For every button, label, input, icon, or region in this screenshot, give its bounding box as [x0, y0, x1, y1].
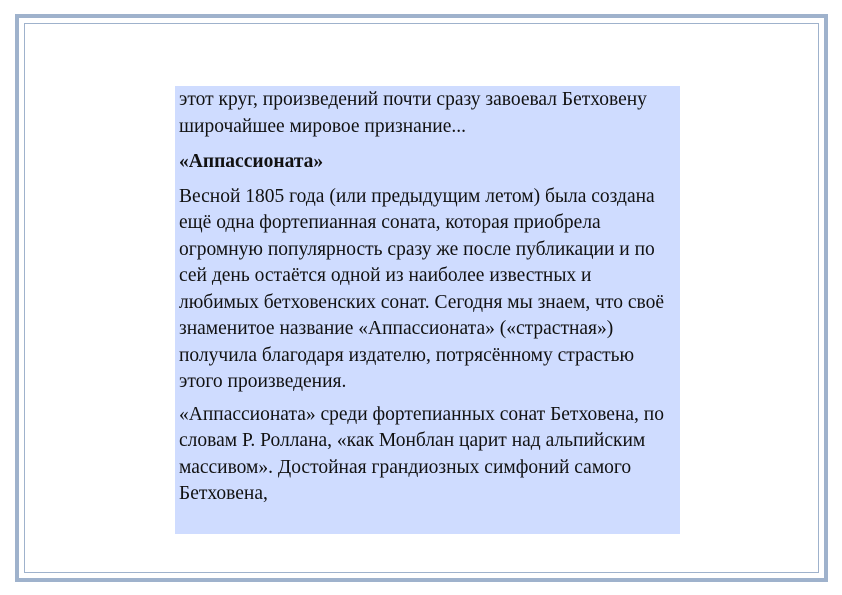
text-block [175, 86, 680, 534]
body-paragraph-1: Весной 1805 года (или предыдущим летом) была создана ещё одна фортепианная соната, которая приобрела огромную популярность сразу же после публикации и по сей день остаётся одной из наиболее известных и любимых бетховенских сонат. Сегодня мы знаем, что своё знаменитое название «Аппассионата» («страстная») получила благодаря издателю, потрясённому страстью этого произведения. [179, 185, 664, 392]
intro-paragraph: этот круг, произведений почти сразу завоевал Бетховену широчайшее мировое признание... [179, 89, 647, 137]
body-paragraph-2: «Аппассионата» среди фортепианных сонат Бетховена, по словам Р. Роллана, «как Монблан царит над альпийским массивом». Достойная грандиозных симфоний самого Бетховена, [179, 403, 664, 504]
section-heading: «Аппассионата» [179, 151, 324, 172]
